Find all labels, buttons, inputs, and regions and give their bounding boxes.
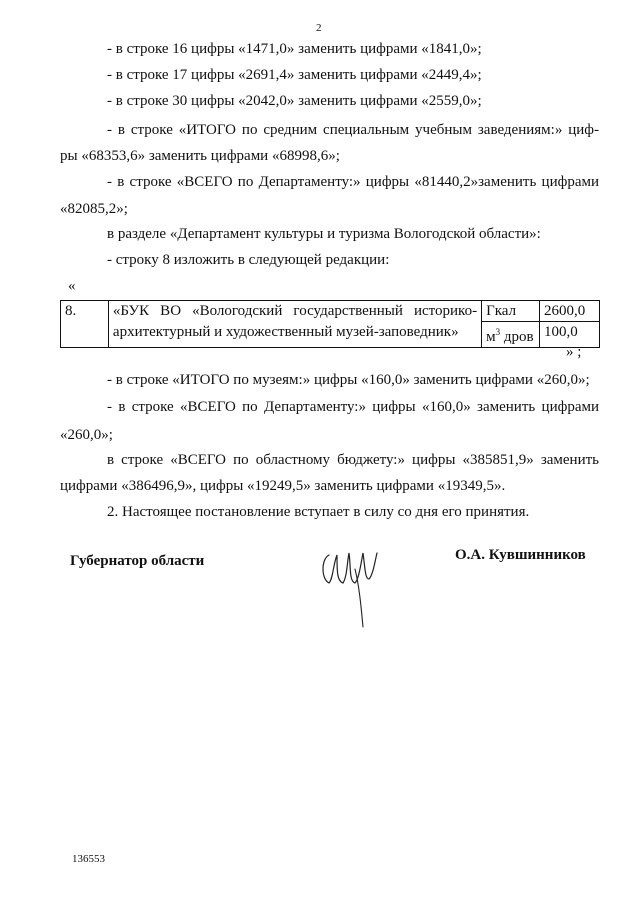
text-line: цифрами «386496,9», цифры «19249,5» заменить цифрами «19349,5». (60, 478, 506, 494)
unit-superscript: 3 (495, 327, 501, 337)
text-line: - в строке «ВСЕГО по Департаменту:» цифры «81440,2»заменить цифрами (107, 174, 599, 190)
value-cell: 2600,0 (540, 301, 600, 322)
open-quote: « (68, 278, 76, 294)
text-line: ры «68353,6» заменить цифрами «68998,6»; (60, 148, 340, 164)
institution-name-line2: архитектурный и художественный музей-заповедник» (108, 322, 481, 348)
page-number: 2 (316, 22, 322, 34)
unit-cell: Гкал (482, 301, 540, 322)
text-line: в разделе «Департамент культуры и туризма Вологодской области»: (107, 226, 541, 242)
replacement-table (60, 300, 600, 348)
value-cell: 100,0 (540, 322, 600, 348)
text-line: - в строке «ИТОГО по музеям:» цифры «160,0» заменить цифрами «260,0»; (107, 372, 590, 388)
row-number-cell: 8. (61, 301, 109, 348)
text-line: - в строке 16 цифры «1471,0» заменить цифрами «1841,0»; (107, 41, 482, 57)
unit-text: м (486, 329, 496, 345)
text-line: «260,0»; (60, 427, 113, 443)
text-line: 2. Настоящее постановление вступает в силу со дня его принятия. (107, 504, 530, 520)
text-line: - в строке 30 цифры «2042,0» заменить цифрами «2559,0»; (107, 93, 482, 109)
unit-cell (482, 322, 540, 348)
signer-title: Губернатор области (70, 553, 205, 569)
close-quote: » ; (566, 344, 582, 360)
handwritten-signature (315, 535, 385, 630)
institution-name-line1: «БУК ВО «Вологодский государственный историко- (108, 301, 481, 322)
text-line: - строку 8 изложить в следующей редакции: (107, 252, 390, 268)
text-line: - в строке 17 цифры «2691,4» заменить цифрами «2449,4»; (107, 67, 482, 83)
signer-name: О.А. Кувшинников (455, 547, 586, 563)
text-line: - в строке «ИТОГО по средним специальным учебным заведениям:» циф- (107, 122, 599, 138)
text-line: в строке «ВСЕГО по областному бюджету:» цифры «385851,9» заменить (107, 452, 599, 468)
unit-text: дров (500, 329, 534, 345)
table-row (61, 322, 600, 348)
document-code: 136553 (72, 853, 105, 865)
text-line: «82085,2»; (60, 201, 128, 217)
table-row (61, 301, 600, 322)
text-line: - в строке «ВСЕГО по Департаменту:» цифры «160,0» заменить цифрами (107, 399, 599, 415)
